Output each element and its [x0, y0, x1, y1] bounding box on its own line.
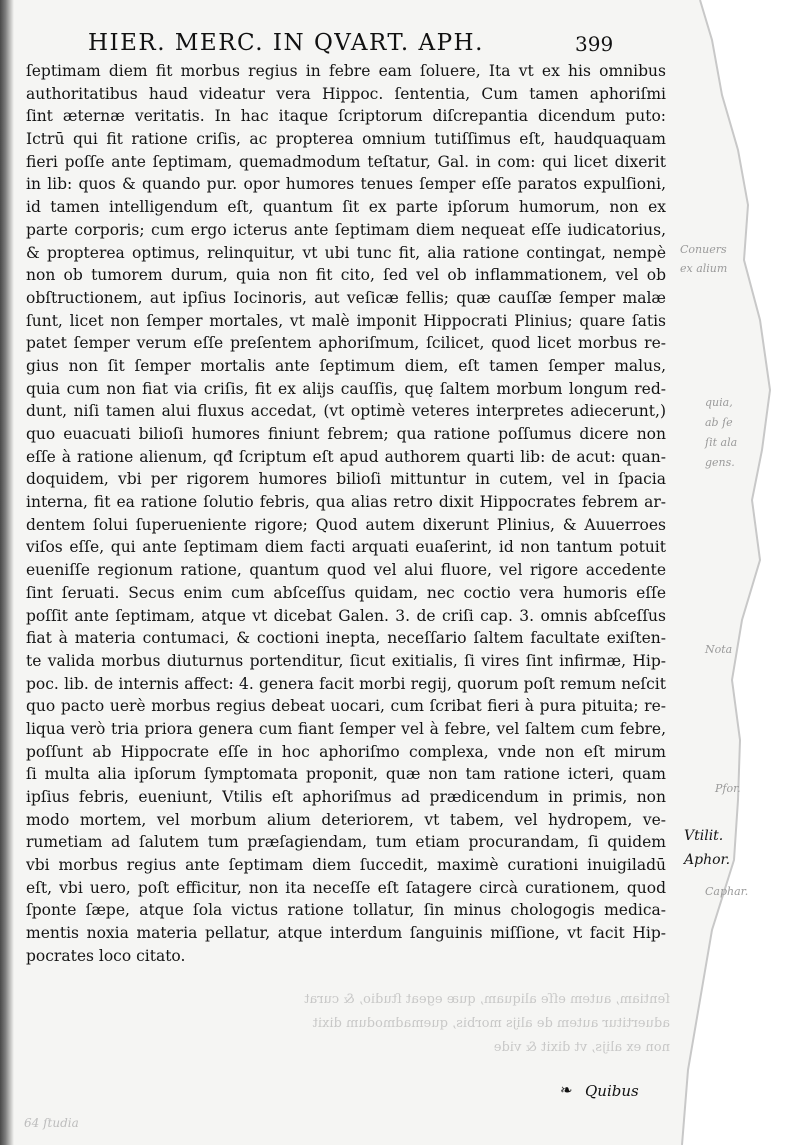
text-line: ſi multa alia ipſorum ſymptomata proponit, quæ non tam ratione icteri, quam	[26, 765, 666, 784]
fleuron-ornament-icon: ❧	[560, 1081, 573, 1099]
text-line: fiat à materia contumaci, & coctioni inepta, neceſſario ſaltem facultate exiſten-	[26, 629, 666, 648]
text-line: eueniſſe regionum ratione, quantum quod vel alui fluore, vel rigore accedente	[26, 561, 666, 580]
margin-note-aphor: Aphor.	[684, 852, 731, 868]
text-line: ſint æternæ veritatis. In hac itaque ſcriptorum diſcrepantia dicendum puto:	[26, 107, 666, 126]
text-line: te valida morbus diuturnus portenditur, ſicut exitialis, ſi vires ſint infirmæ, Hip-	[26, 651, 666, 670]
bleed-line: ſentiam, autem eſſe aliquam, quæ egeat ſtudio, & curat	[304, 992, 670, 1007]
text-line: non ob tumorem durum, quia non fit cito, ſed vel ob inflammationem, vel ob	[26, 266, 666, 285]
catchword: Quibus	[585, 1082, 639, 1100]
text-line: ſint ſeruati. Secus enim cum abſceſſus quidam, nec coctio vera humoris eſſe	[26, 583, 666, 602]
margin-faint-note: Pfor.	[715, 782, 741, 795]
text-line: Ictrū qui fit ratione criſis, ac propterea omnium tutiſſimus eſt, haudquaquam	[26, 130, 666, 149]
text-line: eſt, vbi uero, poſt efficitur, non ita neceſſe eſt ſatagere circà curationem, quod	[26, 878, 666, 897]
bleed-line: aduertitur autem de alijs morbis, quemadmodum dixit	[312, 1016, 670, 1031]
text-line: patet ſemper verum eſſe preſentem aphoriſmum, ſcilicet, quod licet morbus re-	[26, 334, 666, 353]
text-line: interna, fit ea ratione ſolutio febris, qua alias retro dixit Hippocrates febrem ar-	[26, 493, 666, 512]
margin-faint-note: ex alium	[680, 262, 728, 275]
margin-faint-note: Caphar.	[705, 885, 749, 898]
margin-faint-note: Conuers	[680, 243, 727, 256]
bleed-through-text	[150, 988, 670, 1060]
gutter-shadow	[0, 0, 14, 1145]
margin-faint-note: ſit ala	[705, 436, 738, 449]
margin-faint-note: ab ſe	[705, 416, 733, 429]
corner-faint-mark: 64 ſtudia	[24, 1116, 79, 1130]
text-line: ſeptimam diem fit morbus regius in febre eam ſoluere, Ita vt ex his omnibus	[26, 62, 666, 80]
text-line: viſos eſſe, qui ante ſeptimam diem facti arquati euaſerint, id non tantum potuit	[26, 538, 666, 557]
page-number: 399	[575, 32, 614, 56]
text-line: dunt, niſi tamen alui fluxus accedat, (vt optimè veteres interpretes adiecerunt,)	[26, 402, 666, 421]
text-line: poc. lib. de internis affect: 4. genera facit morbi regij, quorum poſt remum neſcit	[26, 674, 666, 693]
text-line: ſponte ſæpe, atque ſola victus ratione tollatur, ſin minus chologogis medica-	[26, 901, 666, 920]
text-line: vbi morbus regius ante ſeptimam diem ſuccedit, maximè curationi inuigiladū	[26, 856, 666, 875]
running-title: HIER. MERC. IN QVART. APH.	[88, 30, 484, 56]
text-line: in lib: quos & quando pur. opor humores tenues ſemper eſſe paratos expulſioni,	[26, 175, 666, 194]
text-line: & propterea optimus, relinquitur, vt ubi tunc fit, alia ratione contingat, nempè	[26, 243, 666, 262]
margin-note-utilitas: Vtilit.	[684, 828, 724, 844]
text-line: gius non ſit ſemper mortalis ante ſeptimum diem, eſt tamen ſemper malus,	[26, 356, 666, 375]
text-line: ſunt, licet non ſemper mortales, vt malè imponit Hippocrati Plinius; quare ſatis	[26, 311, 666, 330]
text-line: id tamen intelligendum eſt, quantum ſit ex parte ipſorum humorum, non ex	[26, 198, 666, 217]
text-line: ipſius febris, eueniunt, Vtilis eſt aphoriſmus ad prædicendum in primis, non	[26, 788, 666, 806]
text-line: poſſunt ab Hippocrate eſſe in hoc aphoriſmo complexa, vnde non eſt mirum	[26, 742, 666, 761]
margin-faint-note: gens.	[705, 456, 735, 469]
text-line: quia cum non fiat via criſis, fit ex alijs cauſſis, quę ſaltem morbum longum red-	[26, 379, 666, 398]
text-line: rumetiam ad ſalutem tum præſagiendam, tum etiam procurandam, ſi quidem	[26, 833, 666, 852]
margin-faint-note: Nota	[705, 643, 733, 656]
text-line: liqua verò tria priora genera cum fiant ſemper vel à febre, vel ſaltem cum febre,	[26, 719, 666, 738]
page-header	[0, 30, 800, 60]
text-line: pocrates loco citato.	[26, 946, 186, 965]
text-line: quo euacuati bilioſi humores finiunt febrem; qua ratione poſſumus dicere non	[26, 425, 666, 443]
text-line: parte corporis; cum ergo icterus ante ſeptimam diem nequeat eſſe iudicatorius,	[26, 220, 666, 239]
body-text	[26, 60, 666, 968]
text-line: quo pacto uerè morbus regius debeat uocari, cum ſcribat fieri à pura pituita; re-	[26, 697, 666, 716]
text-line: eſſe à ratione alienum, qđ ſcriptum eſt apud authorem quarti lib: de acut: quan-	[26, 447, 666, 466]
margin-faint-note: quia,	[705, 396, 733, 409]
text-line: obſtructionem, aut ipſius Iocinoris, aut veſicæ fellis; quæ cauſſæ ſemper malæ	[26, 288, 666, 307]
bleed-line: non ex alijs, vt dixit & vide	[493, 1040, 670, 1055]
text-line: mentis noxia materia pellatur, atque interdum ſanguinis miſſione, vt facit Hip-	[26, 924, 666, 943]
text-line: authoritatibus haud videatur vera Hippoc. ſententia, Cum tamen aphoriſmi	[26, 84, 666, 103]
text-line: modo mortem, vel morbum alium deteriorem, vt tabem, vel hydropem, ve-	[26, 810, 666, 829]
text-line: doquidem, vbi per rigorem humores bilioſi mittuntur in cutem, vel in ſpacia	[26, 470, 666, 489]
text-line: poſſit ante ſeptimam, atque vt dicebat Galen. 3. de criſi cap. 3. omnis abſceſſus	[26, 606, 666, 625]
text-line: fieri poſſe ante ſeptimam, quemadmodum teſtatur, Gal. in com: qui licet dixerit	[26, 152, 666, 171]
text-line: dentem ſolui ſuperueniente rigore; Quod autem dixerunt Plinius, & Auuerroes	[26, 515, 666, 534]
